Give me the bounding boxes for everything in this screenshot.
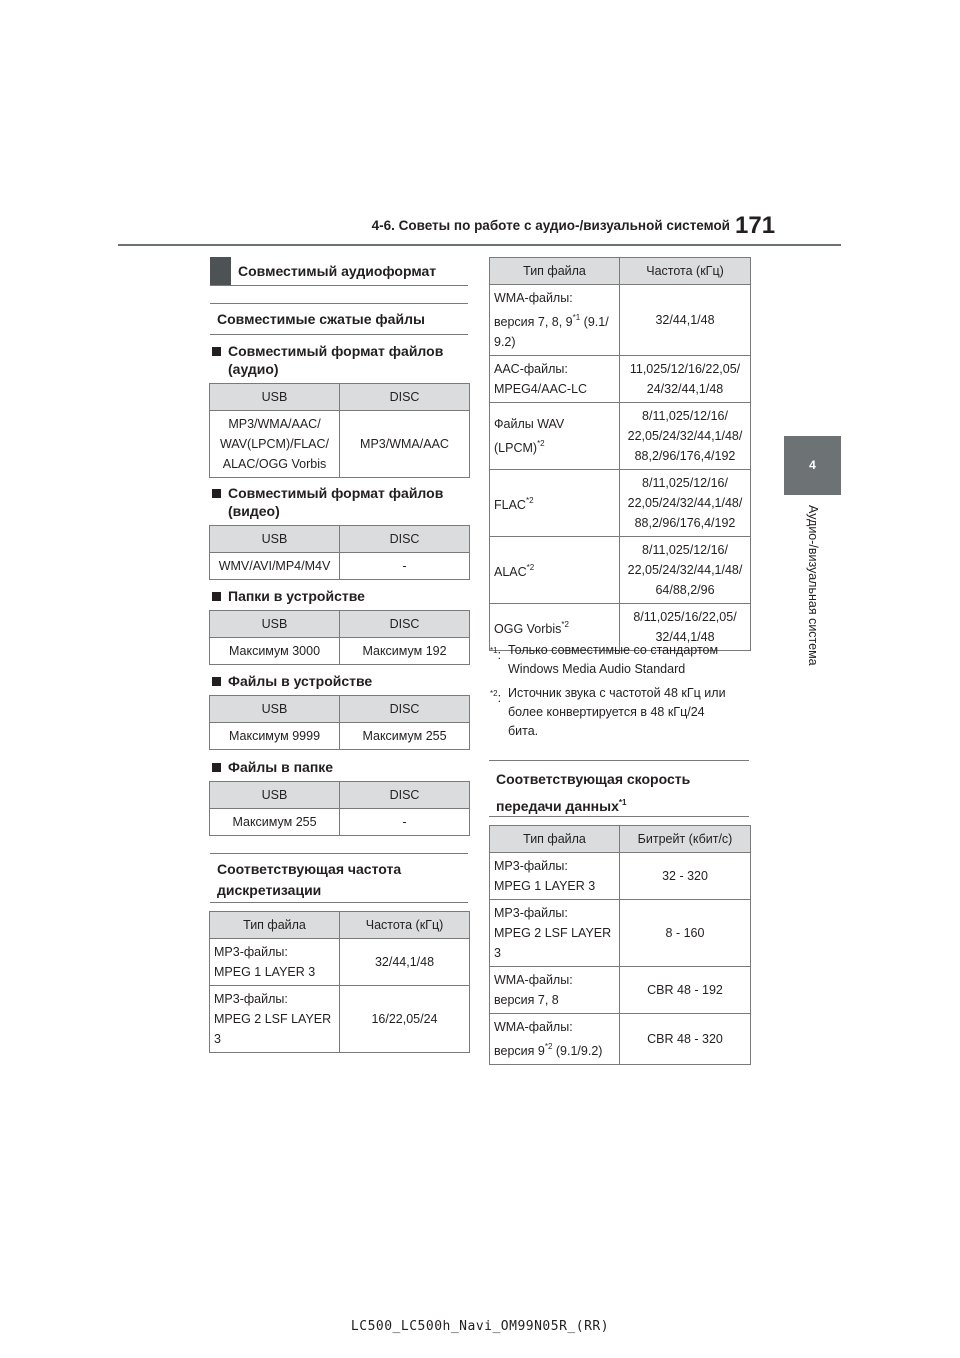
audio-format-table — [209, 383, 470, 478]
cell-line: MPEG 2 LSF LAYER — [494, 926, 612, 940]
cell-line: MP3-файлы: — [214, 992, 288, 1006]
cell-usb: Максимум 255 — [210, 809, 340, 836]
header-disc: DISC — [340, 696, 470, 723]
cell-disc: - — [340, 809, 470, 836]
cell-disc: Максимум 255 — [340, 723, 470, 750]
section-title: Совместимые сжатые файлы — [217, 311, 425, 327]
cell-disc: MP3/WMA/AAC — [340, 411, 470, 478]
cell-frequency — [620, 470, 751, 537]
header-usb: USB — [210, 782, 340, 809]
cell-file-type — [490, 537, 620, 604]
sampling-rate-table — [209, 911, 470, 1053]
cell-file-type — [210, 986, 340, 1053]
cell-line: 22,05/24/32/44,1/48/ — [627, 563, 743, 577]
cell-line — [494, 1037, 615, 1061]
header-frequency: Частота (кГц) — [340, 912, 470, 939]
header-usb: USB — [210, 384, 340, 411]
folders-table — [209, 610, 470, 665]
footnote-ref: *1 — [572, 313, 581, 322]
cell-file-type — [490, 967, 620, 1014]
cell-line: 8/11,025/16/22,05/ — [633, 610, 737, 624]
section-compatible-audio-format — [210, 257, 468, 286]
cell-bitrate: CBR 48 - 320 — [620, 1014, 751, 1065]
cell-file-type — [490, 900, 620, 967]
footnote-body — [508, 684, 750, 741]
header-disc: DISC — [340, 526, 470, 553]
header-disc: DISC — [340, 384, 470, 411]
table-row — [490, 285, 751, 356]
cell-line: 3 — [214, 1032, 221, 1046]
table-row — [210, 638, 470, 665]
footnote-line: Источник звука с частотой 48 кГц или — [508, 686, 726, 700]
cell-file-type — [490, 403, 620, 470]
header-file-type: Тип файла — [490, 258, 620, 285]
cell-line: ALAC/OGG Vorbis — [222, 457, 327, 471]
cell-line: 9.2) — [494, 335, 516, 349]
cell-usb: WMV/AVI/MP4/M4V — [210, 553, 340, 580]
text: ALAC — [494, 565, 527, 579]
cell-line: MP3-файлы: — [214, 945, 288, 959]
header-usb: USB — [210, 611, 340, 638]
cell-line: 8/11,025/12/16/ — [642, 476, 728, 490]
cell-line: AAC-файлы: — [494, 362, 568, 376]
footnote-mark: $^{*1}$: — [490, 646, 502, 662]
header-file-type: Тип файла — [490, 826, 620, 853]
table-row — [210, 553, 470, 580]
footnote-ref: *1 — [618, 798, 627, 807]
cell-line: WMA-файлы: — [494, 1020, 573, 1034]
cell-line — [494, 308, 615, 332]
footnote-ref: *2 — [544, 1042, 553, 1051]
footnote-line: бита. — [508, 724, 539, 738]
cell-usb: Максимум 3000 — [210, 638, 340, 665]
table-header-row — [210, 384, 470, 411]
text: передачи данных — [496, 798, 619, 814]
subhead-files-in-folder: Файлы в папке — [210, 758, 478, 776]
cell-usb: Максимум 9999 — [210, 723, 340, 750]
cell-line: WAV(LPCM)/FLAC/ — [219, 437, 330, 451]
cell-line: MPEG 1 LAYER 3 — [494, 879, 596, 893]
footnote-ref: *2 — [537, 439, 545, 448]
running-head: 4-6. Советы по работе с аудио-/визуальной системой — [371, 218, 730, 233]
footnote-1 — [490, 641, 750, 679]
header-file-type: Тип файла — [210, 912, 340, 939]
text: версия 7, 8, 9 — [494, 315, 573, 329]
cell-line: 32/44,1/48 — [655, 630, 715, 644]
section-title: Совместимый аудиоформат — [238, 263, 437, 279]
header-usb: USB — [210, 526, 340, 553]
header-disc: DISC — [340, 611, 470, 638]
cell-bitrate: 32 - 320 — [620, 853, 751, 900]
text: (9.1/ — [580, 315, 609, 329]
cell-line: 24/32/44,1/48 — [646, 382, 724, 396]
table-header-row — [210, 611, 470, 638]
cell-line: WMA-файлы: — [494, 973, 573, 987]
title-line: дискретизации — [217, 882, 322, 898]
cell-line: 22,05/24/32/44,1/48/ — [627, 429, 743, 443]
header-frequency: Частота (кГц) — [620, 258, 751, 285]
cell-line: версия 7, 8 — [494, 993, 559, 1007]
table-row — [210, 723, 470, 750]
cell-line: MPEG4/AAC-LC — [494, 382, 588, 396]
section-title — [217, 859, 401, 901]
chapter-tab: 4 — [784, 436, 841, 495]
table-header-row — [210, 912, 470, 939]
cell-file-type — [210, 939, 340, 986]
text: версия 9 — [494, 1044, 545, 1058]
header-rule — [118, 244, 841, 246]
header-bitrate: Битрейт (кбит/с) — [620, 826, 751, 853]
cell-frequency: 16/22,05/24 — [340, 986, 470, 1053]
cell-line: MP3-файлы: — [494, 906, 568, 920]
cell-line: 88,2/96/176,4/192 — [634, 449, 736, 463]
cell-frequency — [620, 356, 751, 403]
table-row — [210, 986, 470, 1053]
table-header-row — [210, 696, 470, 723]
text: FLAC — [494, 498, 526, 512]
text: (LPCM) — [494, 441, 538, 455]
cell-line: 64/88,2/96 — [655, 583, 715, 597]
footnote-ref: *2 — [561, 620, 569, 629]
cell-line: 88,2/96/176,4/192 — [634, 516, 736, 530]
table-row — [210, 411, 470, 478]
table-row — [490, 853, 751, 900]
bitrate-table — [489, 825, 751, 1065]
cell-file-type — [490, 285, 620, 356]
subhead-video-formats: Совместимый формат файлов (видео) — [210, 484, 478, 520]
title-line: Соответствующая скорость — [496, 771, 691, 787]
footnote-2 — [490, 684, 750, 741]
section-compressed-files — [210, 303, 468, 335]
cell-line: MPEG 1 LAYER 3 — [214, 965, 316, 979]
table-header-row — [490, 826, 751, 853]
table-header-row — [210, 526, 470, 553]
cell-frequency: 32/44,1/48 — [340, 939, 470, 986]
cell-file-type — [490, 1014, 620, 1065]
chapter-side-title: Аудио-/визуальная система — [806, 505, 820, 666]
table-row — [490, 470, 751, 537]
title-line: Соответствующая частота — [217, 861, 402, 877]
footnote-ref: *2 — [526, 563, 535, 572]
files-in-folder-table — [209, 781, 470, 836]
cell-file-type — [490, 853, 620, 900]
section-title — [496, 768, 690, 818]
section-bar — [210, 257, 231, 285]
cell-file-type — [490, 356, 620, 403]
files-table — [209, 695, 470, 750]
cell-frequency: 32/44,1/48 — [620, 285, 751, 356]
header-usb: USB — [210, 696, 340, 723]
table-row — [210, 809, 470, 836]
cell-line: 11,025/12/16/22,05/ — [629, 362, 741, 376]
cell-line: 8/11,025/12/16/ — [642, 409, 728, 423]
table-header-row — [210, 782, 470, 809]
header-disc: DISC — [340, 782, 470, 809]
section-sampling-rate — [210, 853, 468, 903]
footnote-body — [508, 641, 750, 679]
cell-line — [494, 434, 615, 458]
footnote-line: Windows Media Audio Standard — [508, 662, 686, 676]
footnote-mark: $^{*2}$: — [490, 689, 502, 705]
subhead-audio-formats: Совместимый формат файлов (аудио) — [210, 342, 478, 378]
table-row — [490, 900, 751, 967]
subhead-folders: Папки в устройстве — [210, 587, 478, 605]
cell-bitrate: 8 - 160 — [620, 900, 751, 967]
cell-line: 3 — [494, 946, 501, 960]
table-row — [490, 537, 751, 604]
cell-bitrate: CBR 48 - 192 — [620, 967, 751, 1014]
cell-disc: - — [340, 553, 470, 580]
table-row — [490, 1014, 751, 1065]
table-row — [490, 967, 751, 1014]
table-header-row — [490, 258, 751, 285]
cell-frequency — [620, 537, 751, 604]
cell-line: MP3/WMA/AAC/ — [228, 417, 321, 431]
cell-line: 8/11,025/12/16/ — [642, 543, 728, 557]
frequency-table-continued — [489, 257, 751, 651]
table-row — [210, 939, 470, 986]
cell-line: MPEG 2 LSF LAYER — [214, 1012, 332, 1026]
cell-frequency — [620, 403, 751, 470]
cell-disc: Максимум 192 — [340, 638, 470, 665]
table-row — [490, 356, 751, 403]
footnote-ref: *2 — [525, 496, 534, 505]
text: (9.1/9.2) — [552, 1044, 603, 1058]
table-row — [490, 403, 751, 470]
footnote-line: Только совместимые со стандартом — [508, 643, 719, 657]
section-bitrate — [489, 760, 749, 817]
text: OGG Vorbis — [494, 622, 562, 636]
footnote-line: более конвертируется в 48 кГц/24 — [508, 705, 705, 719]
footer-code: LC500_LC500h_Navi_OM99N05R_(RR) — [350, 1319, 610, 1334]
cell-line: MP3-файлы: — [494, 859, 568, 873]
cell-usb — [210, 411, 340, 478]
page-number: 171 — [735, 212, 776, 239]
subhead-files: Файлы в устройстве — [210, 672, 478, 690]
title-line — [496, 791, 690, 818]
video-format-table — [209, 525, 470, 580]
cell-line: Файлы WAV — [494, 417, 565, 431]
cell-line: WMA-файлы: — [494, 291, 573, 305]
cell-file-type — [490, 470, 620, 537]
cell-line: 22,05/24/32/44,1/48/ — [627, 496, 743, 510]
